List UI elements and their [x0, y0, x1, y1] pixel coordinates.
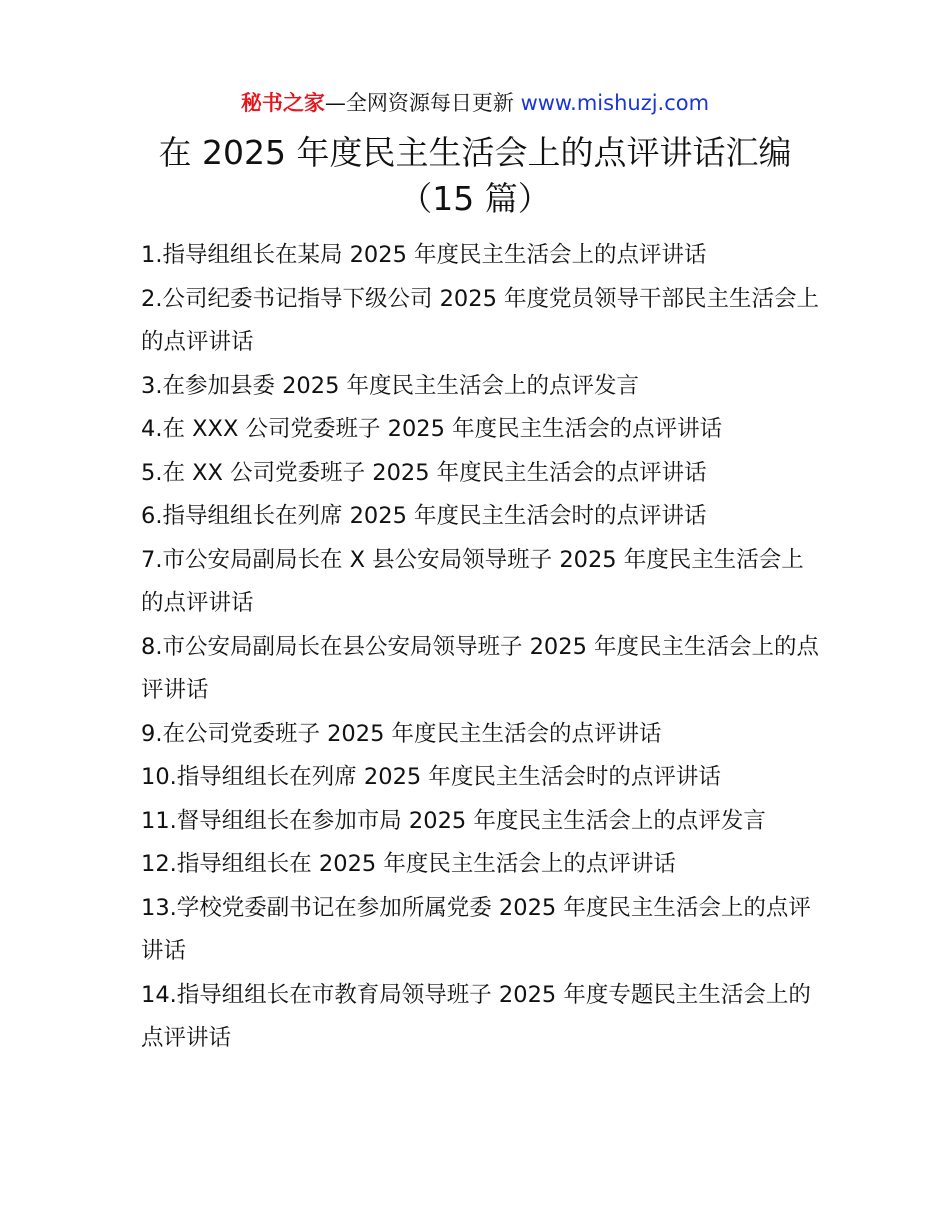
site-slogan: —全网资源每日更新 [324, 91, 521, 115]
title-line-2: （15 篇） [399, 179, 551, 218]
document-title [60, 130, 890, 222]
toc-item-8: 8.市公安局副局长在县公安局领导班子 2025 年度民主生活会上的点评讲话 [141, 633, 820, 703]
site-header [0, 88, 950, 118]
toc-item-7: 7.市公安局副局长在 X 县公安局领导班子 2025 年度民主生活会上的点评讲话 [141, 546, 804, 616]
toc-item-5: 5.在 XX 公司党委班子 2025 年度民主生活会的点评讲话 [141, 459, 707, 486]
toc-item-3: 3.在参加县委 2025 年度民主生活会上的点评发言 [141, 372, 640, 399]
toc-item-10: 10.指导组组长在列席 2025 年度民主生活会时的点评讲话 [141, 764, 721, 790]
title-line-1: 在 2025 年度民主生活会上的点评讲话汇编 [158, 133, 792, 172]
site-url-link[interactable]: www.mishuzj.com [520, 91, 710, 115]
toc-item-9: 9.在公司党委班子 2025 年度民主生活会的点评讲话 [141, 720, 662, 747]
toc-item-2: 2.公司纪委书记指导下级公司 2025 年度党员领导干部民主生活会上的点评讲话 [141, 285, 820, 355]
toc-item-6: 6.指导组组长在列席 2025 年度民主生活会时的点评讲话 [141, 503, 707, 529]
brand-name: 秘书之家 [240, 91, 325, 115]
toc-item-12: 12.指导组组长在 2025 年度民主生活会上的点评讲话 [141, 851, 676, 877]
toc-item-1: 1.指导组组长在某局 2025 年度民主生活会上的点评讲话 [141, 242, 707, 268]
toc-item-11: 11.督导组组长在参加市局 2025 年度民主生活会上的点评发言 [141, 807, 766, 834]
table-of-contents [141, 234, 821, 1061]
toc-item-14: 14.指导组组长在市教育局领导班子 2025 年度专题民主生活会上的点评讲话 [141, 981, 811, 1051]
toc-item-13: 13.学校党委副书记在参加所属党委 2025 年度民主生活会上的点评讲话 [141, 894, 811, 964]
toc-item-4: 4.在 XXX 公司党委班子 2025 年度民主生活会的点评讲话 [141, 416, 723, 442]
